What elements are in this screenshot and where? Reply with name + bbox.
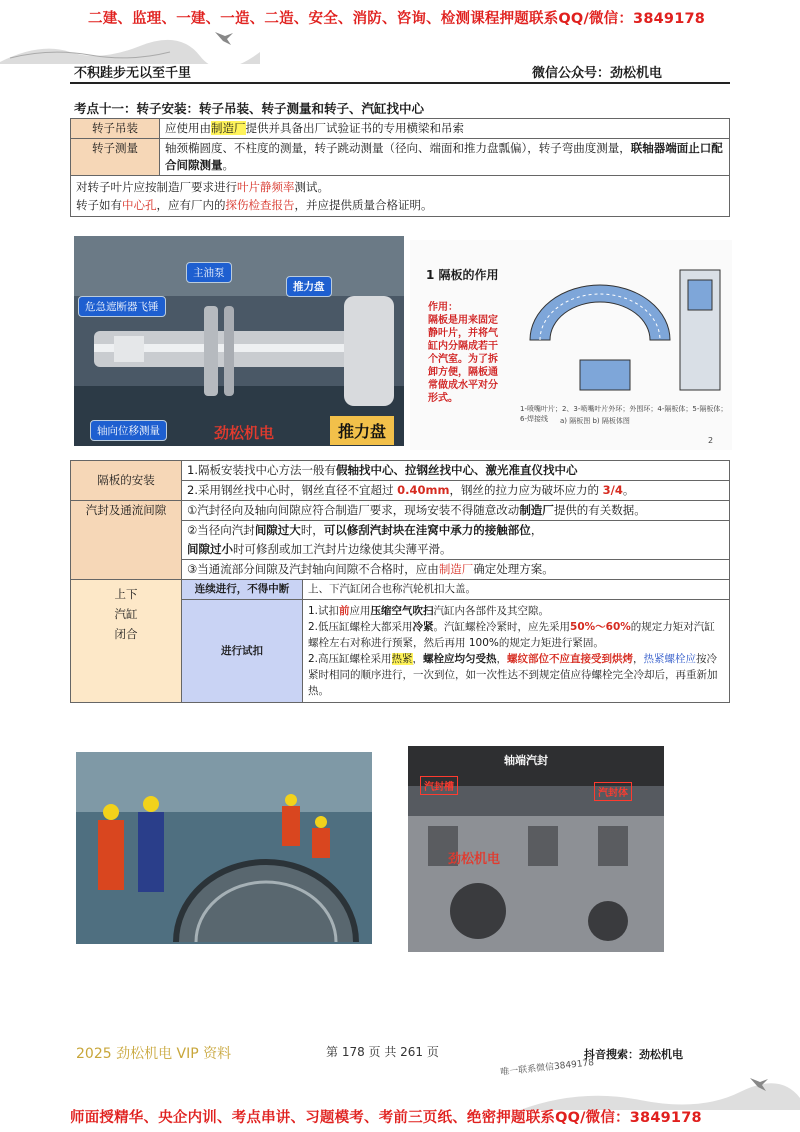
diagram-page-number: 2 <box>708 436 714 445</box>
header-divider <box>70 82 730 84</box>
cylinder-continuous-label: 连续进行，不得中断 <box>182 580 303 600</box>
crane-icon <box>215 32 233 45</box>
row-content: 应使用由制造厂提供并具备出厂试验证书的专用横梁和吊索 <box>160 119 730 139</box>
photo-watermark: 劲松机电 <box>214 424 275 442</box>
rotor-table <box>70 118 730 217</box>
diaphragm-diagram <box>410 240 732 450</box>
note-blade-test: 对转子叶片应按制造厂要求进行叶片静频率测试。 <box>76 180 329 194</box>
label-oil-pump: 主油泵 <box>186 262 232 283</box>
label-breaker: 危急遮断器飞锤 <box>78 296 166 317</box>
seal-body-label: 汽封体 <box>594 782 632 801</box>
row-content: ②当径向汽封间隙过大时，可以修刮汽封块在洼窝中承力的接触部位， <box>182 521 730 541</box>
workers-photo <box>76 752 372 944</box>
row-label-cylinder: 上下 汽缸 闭合 <box>71 580 182 703</box>
seal-groove-label: 汽封槽 <box>420 776 458 795</box>
row-content: 轴颈椭圆度、不柱度的测量，转子跳动测量（径向、端面和推力盘瓢偏），转子弯曲度测量，联轴器端面止口配合间隙测量。 <box>160 139 730 176</box>
row-label: 隔板的安装 <box>71 461 182 501</box>
seal-watermark: 劲松机电 <box>448 852 501 867</box>
footer-douyin: 抖音搜索：劲松机电 <box>584 1048 683 1061</box>
section-title: 考点十一：转子安装：转子吊装、转子测量和转子、汽缸找中心 <box>74 101 425 116</box>
row-label: 转子测量 <box>71 139 160 176</box>
table-row <box>71 461 730 481</box>
diagram-sub: 作用： <box>428 302 458 313</box>
row-content: ①汽封径向及轴向间隙应符合制造厂要求，现场安装不得随意改动制造厂提供的有关数据。 <box>182 501 730 521</box>
diaphragm-drawing <box>520 260 730 400</box>
page-number: 第 178 页 共 261 页 <box>326 1045 439 1059</box>
install-table <box>70 460 730 703</box>
table-row <box>71 501 730 521</box>
table-row <box>71 119 730 139</box>
rotor-photo <box>74 236 404 446</box>
cylinder-trial-text: 1.试扣前应用压缩空气吹扫汽缸内各部件及其空隙。 2.低压缸螺栓大都采用冷紧。汽缸螺栓冷紧时，应先采用50%～60%的规定力矩对汽缸螺栓左右对称进行预紧，然后再用 100%的规定力矩进行紧固。 2.高压缸螺栓采用热紧，螺栓应均匀受热，螺纹部位不应直接受到烘烤，热紧螺栓应按冷紧时相同的顺序进行，一次到位，如一次性达不到规定值应待螺栓完全冷却后，再重新加热。 <box>303 600 730 703</box>
diagram-legend: 1-喷嘴叶片；2、3-喷嘴叶片外环；外围环；4-隔板体；5-隔板体；6-焊接线 <box>520 405 728 423</box>
diagram-title: 1 隔板的作用 <box>426 268 499 282</box>
table-row <box>71 139 730 176</box>
table-row <box>71 580 730 600</box>
note-center-hole: 转子如有中心孔，应有厂内的探伤检查报告，并应提供质量合格证明。 <box>76 198 433 212</box>
diagram-legend-2: a) 隔板图 b) 隔板体图 <box>560 417 630 425</box>
ink-landscape-decoration <box>0 22 260 64</box>
workers-illustration <box>76 752 372 944</box>
cylinder-trial-label: 进行试扣 <box>182 600 303 703</box>
header-motto: 不积跬步无以至千里 <box>74 66 192 81</box>
row-content: 间隙过小时可修刮或加工汽封片边缘使其尖薄平滑。 <box>182 540 730 560</box>
footer-unique-wechat: 唯一联系微信3849178 <box>499 1058 595 1078</box>
row-content: ③当通流部分间隙及汽封轴向间隙不合格时，应由制造厂确定处理方案。 <box>182 560 730 580</box>
label-thrust-disk: 推力盘 <box>286 276 332 297</box>
rotor-illustration <box>74 236 404 446</box>
ink-landscape-decoration-bottom <box>520 1070 800 1110</box>
header-wechat: 微信公众号：劲松机电 <box>532 66 663 81</box>
top-banner: 二建、监理、一建、一造、二造、安全、消防、咨询、检测课程押题联系QQ/微信：3849178 <box>88 11 706 27</box>
cylinder-continuous-text: 上、下汽缸闭合也称汽轮机扣大盖。 <box>303 580 730 600</box>
diagram-desc: 隔板是用来固定静叶片，并将气缸内分隔成若干个汽室。为了拆卸方便，隔板通常做成水平对分形式。 <box>428 315 498 404</box>
seal-photo <box>408 746 664 952</box>
seal-title: 轴端汽封 <box>504 754 548 767</box>
row-content: 2.采用钢丝找中心时，钢丝直径不宜超过 0.40mm，钢丝的拉力应为破坏应力的 3/4。 <box>182 481 730 501</box>
row-content: 1.隔板安装找中心方法一般有假轴找中心、拉钢丝找中心、激光准直仪找中心 <box>182 461 730 481</box>
footer-vip: 2025 劲松机电 VIP 资料 <box>76 1046 232 1062</box>
photo-caption: 推力盘 <box>330 416 394 445</box>
bottom-banner: 师面授精华、央企内训、考点串讲、习题模考、考前三页纸、绝密押题联系QQ/微信：3849178 <box>70 1110 702 1126</box>
row-label: 转子吊装 <box>71 119 160 139</box>
row-label: 汽封及通流间隙 <box>71 501 182 580</box>
label-axial-displacement: 轴向位移测量 <box>90 420 167 441</box>
